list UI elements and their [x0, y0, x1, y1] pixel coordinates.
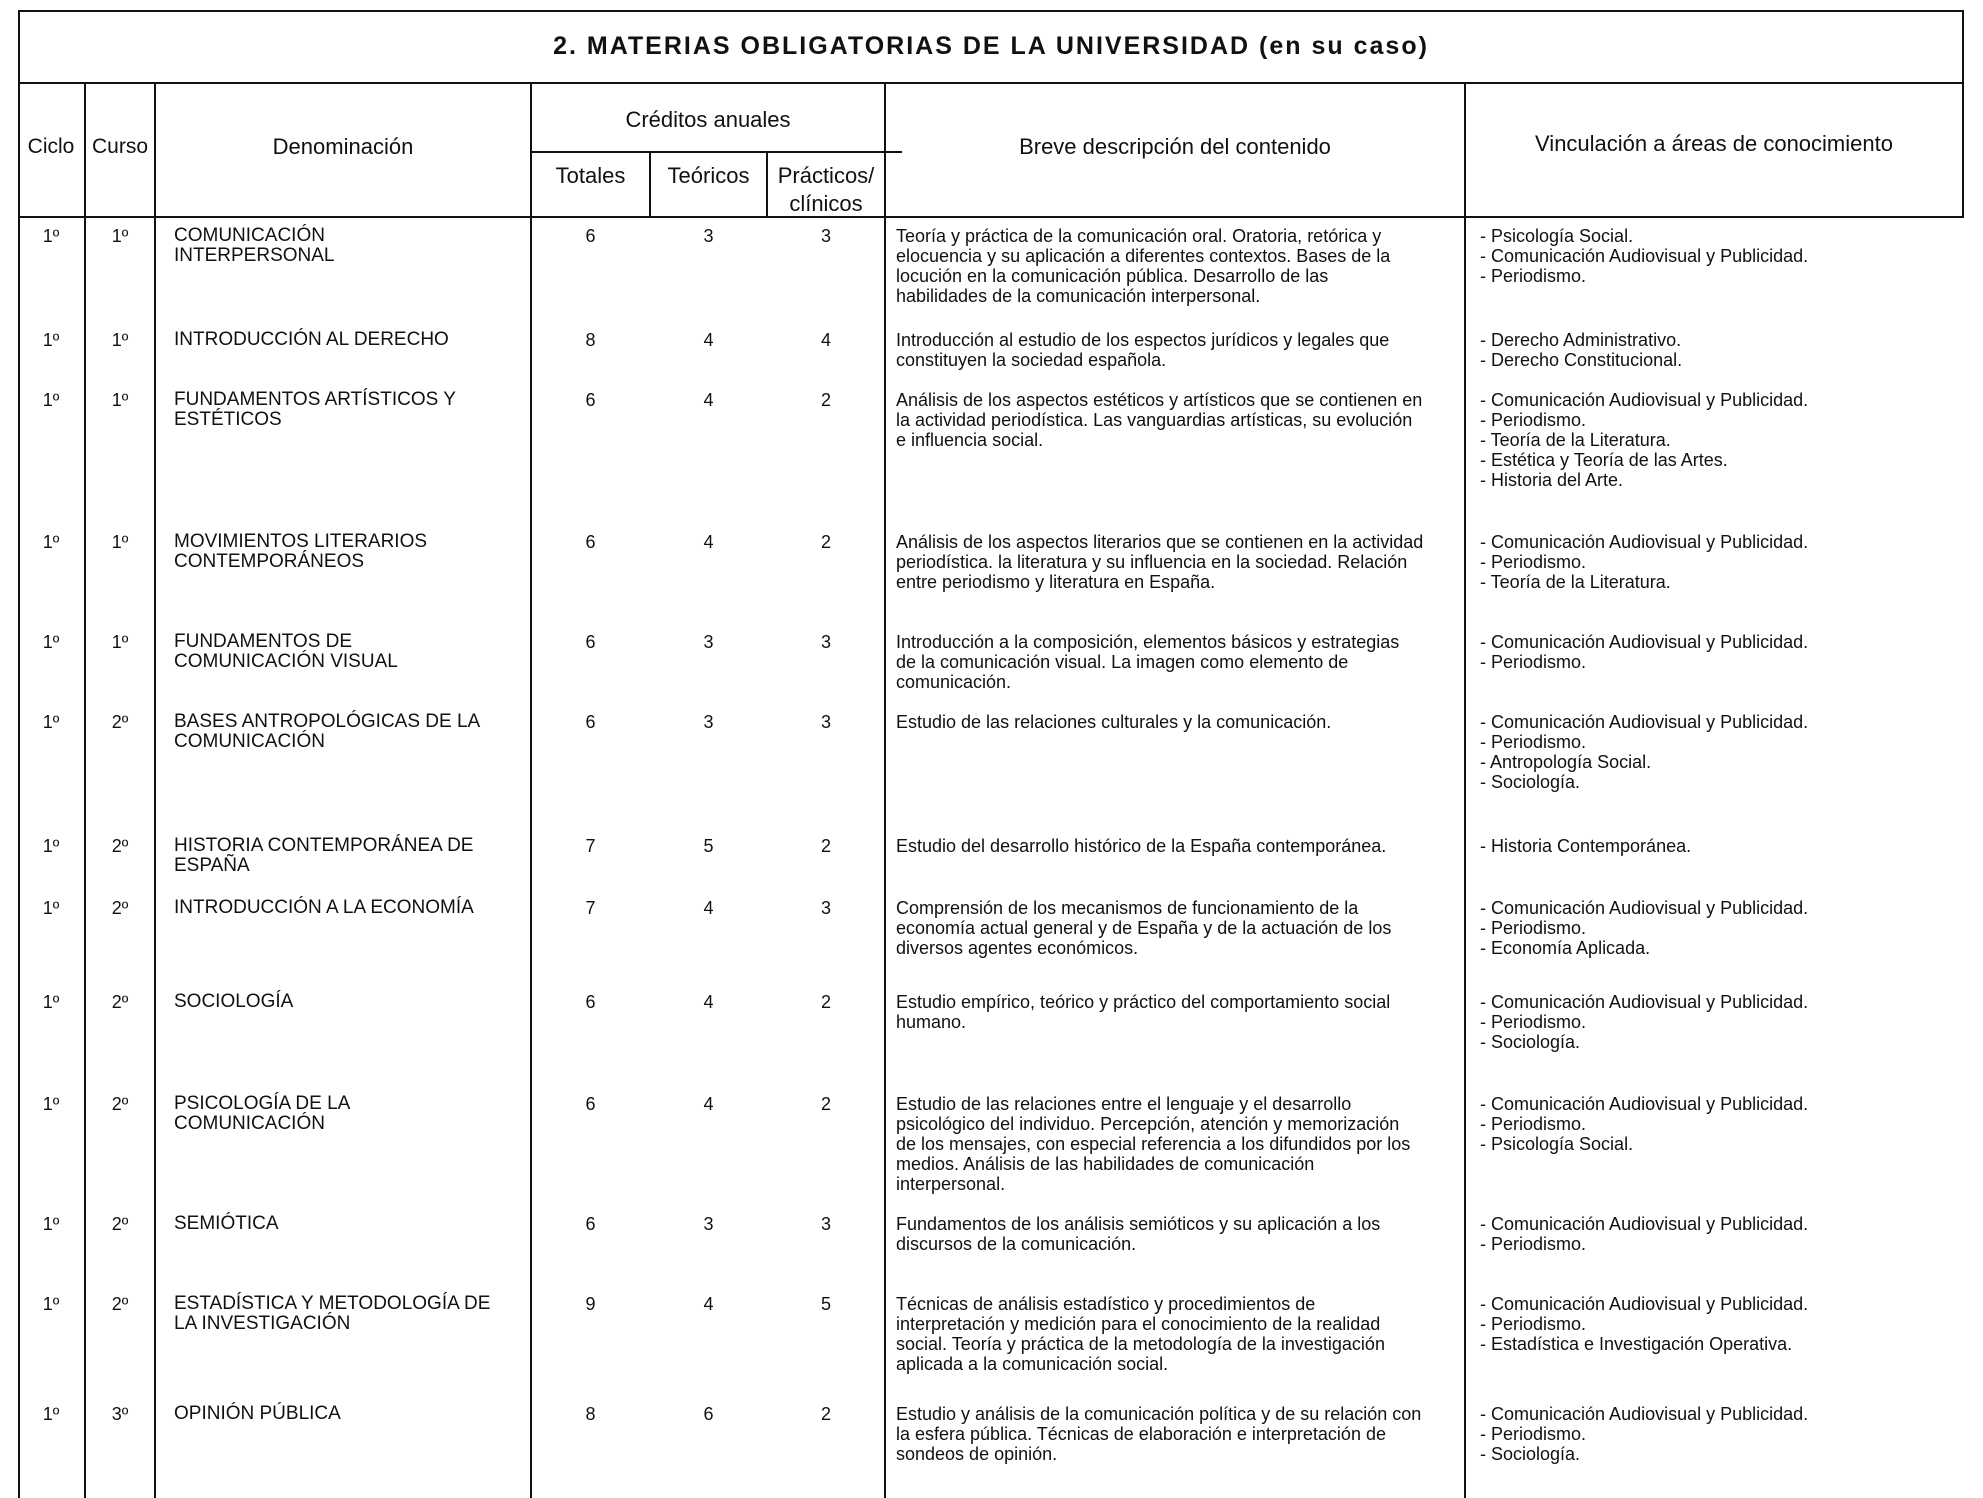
row-ciclo: 1º: [42, 390, 60, 410]
row-creditos-practicos: 2: [820, 390, 831, 410]
descripcion-line: economía actual general y de España y de la actuación de los: [896, 918, 1392, 938]
descripcion-line: Estudio y análisis de la comunicación política y de su relación con: [896, 1404, 1422, 1424]
descripcion-line: discursos de la comunicación.: [896, 1234, 1137, 1254]
descripcion-line: sondeos de opinión.: [896, 1444, 1058, 1464]
row-ciclo: 1º: [42, 1404, 60, 1424]
row-creditos-totales: 7: [585, 898, 596, 918]
area-item: - Periodismo.: [1480, 552, 1587, 572]
area-item: - Periodismo.: [1480, 1234, 1587, 1254]
area-item: - Periodismo.: [1480, 1314, 1587, 1334]
row-areas: [1480, 836, 1960, 856]
row-denominacion: [174, 1214, 530, 1234]
row-creditos-teoricos: 4: [703, 330, 714, 350]
row-creditos-totales: 6: [585, 632, 596, 652]
row-denominacion: [174, 632, 530, 672]
header-curso: Curso: [91, 135, 149, 158]
row-descripcion: [896, 712, 1462, 732]
row-creditos-practicos: 2: [820, 836, 831, 856]
area-item: - Periodismo.: [1480, 652, 1587, 672]
area-item: - Antropología Social.: [1480, 752, 1652, 772]
descripcion-line: elocuencia y su aplicación a diferentes contextos. Bases de la: [896, 246, 1391, 266]
descripcion-line: interpretación y medición para el conocimiento de la realidad: [896, 1314, 1381, 1334]
row-curso: 1º: [111, 390, 129, 410]
area-item: - Comunicación Audiovisual y Publicidad.: [1480, 246, 1809, 266]
descripcion-line: habilidades de la comunicación interpersonal.: [896, 286, 1261, 306]
row-areas: [1480, 532, 1960, 592]
area-item: - Comunicación Audiovisual y Publicidad.: [1480, 390, 1809, 410]
title-divider: [18, 82, 1964, 84]
area-item: - Psicología Social.: [1480, 1134, 1634, 1154]
descripcion-line: periodística. la literatura y su influencia en la sociedad. Relación: [896, 552, 1408, 572]
row-creditos-teoricos: 3: [703, 712, 714, 732]
row-curso: 2º: [111, 898, 129, 918]
top-border: [18, 10, 1964, 12]
area-item: - Comunicación Audiovisual y Publicidad.: [1480, 898, 1809, 918]
row-descripcion: [896, 632, 1462, 692]
area-item: - Teoría de la Literatura.: [1480, 430, 1671, 450]
row-creditos-totales: 7: [585, 836, 596, 856]
row-ciclo: 1º: [42, 632, 60, 652]
row-ciclo: 1º: [42, 836, 60, 856]
row-denominacion: [174, 226, 530, 266]
row-descripcion: [896, 836, 1462, 856]
area-item: - Periodismo.: [1480, 1012, 1587, 1032]
row-creditos-totales: 6: [585, 532, 596, 552]
row-creditos-totales: 6: [585, 992, 596, 1012]
row-denominacion: [174, 898, 530, 918]
row-curso: 2º: [111, 992, 129, 1012]
area-item: - Periodismo.: [1480, 266, 1587, 286]
row-descripcion: [896, 532, 1462, 592]
row-areas: [1480, 632, 1960, 672]
row-denominacion: [174, 330, 530, 350]
descripcion-line: locución en la comunicación pública. Desarrollo de las: [896, 266, 1329, 286]
denominacion-line: INTRODUCCIÓN AL DERECHO: [174, 329, 449, 350]
denominacion-line: CONTEMPORÁNEOS: [174, 551, 365, 572]
row-ciclo: 1º: [42, 532, 60, 552]
area-item: - Periodismo.: [1480, 918, 1587, 938]
denominacion-line: COMUNICACIÓN: [174, 225, 325, 246]
area-item: - Comunicación Audiovisual y Publicidad.: [1480, 1294, 1809, 1314]
descripcion-line: entre periodismo y literatura en España.: [896, 572, 1216, 592]
area-item: - Periodismo.: [1480, 1424, 1587, 1444]
area-item: - Comunicación Audiovisual y Publicidad.: [1480, 532, 1809, 552]
col-sep-curso: [154, 82, 156, 1498]
descripcion-line: de los mensajes, con especial referencia a los difundidos por los: [896, 1134, 1411, 1154]
descripcion-line: Análisis de los aspectos literarios que se contienen en la actividad: [896, 532, 1424, 552]
row-creditos-teoricos: 4: [703, 1094, 714, 1114]
section-title-suffix: (en su caso): [1259, 32, 1429, 60]
header-descripcion: Breve descripción del contenido: [1019, 134, 1331, 159]
row-curso: 1º: [111, 330, 129, 350]
descripcion-line: Fundamentos de los análisis semióticos y su aplicación a los: [896, 1214, 1381, 1234]
denominacion-line: INTRODUCCIÓN A LA ECONOMÍA: [174, 897, 474, 918]
area-item: - Sociología.: [1480, 1032, 1581, 1052]
row-curso: 1º: [111, 632, 129, 652]
row-creditos-practicos: 2: [820, 992, 831, 1012]
descripcion-line: Estudio empírico, teórico y práctico del comportamiento social: [896, 992, 1391, 1012]
area-item: - Comunicación Audiovisual y Publicidad.: [1480, 1094, 1809, 1114]
row-creditos-practicos: 3: [820, 1214, 831, 1234]
descripcion-line: Estudio de las relaciones culturales y la comunicación.: [896, 712, 1332, 732]
row-descripcion: [896, 330, 1462, 370]
descripcion-line: de la comunicación visual. La imagen como elemento de: [896, 652, 1349, 672]
col-sep-creditos: [884, 82, 886, 1498]
area-item: - Estadística e Investigación Operativa.: [1480, 1334, 1793, 1354]
descripcion-line: aplicada a la comunicación social.: [896, 1354, 1169, 1374]
area-item: - Comunicación Audiovisual y Publicidad.: [1480, 712, 1809, 732]
denominacion-line: INTERPERSONAL: [174, 245, 335, 266]
descripcion-line: la actividad periodística. Las vanguardias artísticas, su evolución: [896, 410, 1413, 430]
descripcion-line: Estudio del desarrollo histórico de la España contemporánea.: [896, 836, 1387, 856]
row-creditos-practicos: 3: [820, 226, 831, 246]
row-areas: [1480, 1294, 1960, 1354]
denominacion-line: HISTORIA CONTEMPORÁNEA DE: [174, 835, 474, 856]
header-ciclo: Ciclo: [27, 135, 75, 158]
row-ciclo: 1º: [42, 898, 60, 918]
row-creditos-totales: 8: [585, 330, 596, 350]
denominacion-line: PSICOLOGÍA DE LA: [174, 1093, 351, 1114]
header-practicos-line2: clínicos: [789, 191, 863, 216]
row-creditos-totales: 6: [585, 226, 596, 246]
row-creditos-teoricos: 4: [703, 390, 714, 410]
descripcion-line: Análisis de los aspectos estéticos y artísticos que se contienen en: [896, 390, 1423, 410]
denominacion-line: COMUNICACIÓN: [174, 731, 325, 752]
row-ciclo: 1º: [42, 1094, 60, 1114]
denominacion-line: SEMIÓTICA: [174, 1213, 279, 1234]
header-denominacion: Denominación: [272, 134, 414, 159]
row-creditos-teoricos: 3: [703, 226, 714, 246]
row-denominacion: [174, 836, 530, 876]
area-item: - Sociología.: [1480, 1444, 1581, 1464]
row-areas: [1480, 1404, 1960, 1464]
row-denominacion: [174, 992, 530, 1012]
row-areas: [1480, 712, 1960, 792]
area-item: - Historia Contemporánea.: [1480, 836, 1692, 856]
area-item: - Historia del Arte.: [1480, 470, 1624, 490]
row-creditos-practicos: 5: [820, 1294, 831, 1314]
section-title-main: 2. MATERIAS OBLIGATORIAS DE LA UNIVERSIDAD: [553, 32, 1251, 60]
row-areas: [1480, 1094, 1960, 1154]
header-practicos: [768, 162, 884, 218]
area-item: - Derecho Administrativo.: [1480, 330, 1682, 350]
area-item: - Estética y Teoría de las Artes.: [1480, 450, 1728, 470]
row-creditos-totales: 8: [585, 1404, 596, 1424]
area-item: - Comunicación Audiovisual y Publicidad.: [1480, 1404, 1809, 1424]
row-creditos-teoricos: 4: [703, 898, 714, 918]
area-item: - Periodismo.: [1480, 732, 1587, 752]
header-teoricos: Teóricos: [667, 163, 750, 188]
section-title: [18, 32, 1964, 61]
descripcion-line: medios. Análisis de las habilidades de comunicación: [896, 1154, 1315, 1174]
denominacion-line: OPINIÓN PÚBLICA: [174, 1403, 341, 1424]
row-ciclo: 1º: [42, 992, 60, 1012]
row-ciclo: 1º: [42, 1214, 60, 1234]
descripcion-line: la esfera pública. Técnicas de elaboración e interpretación de: [896, 1424, 1386, 1444]
denominacion-line: ESTADÍSTICA Y METODOLOGÍA DE: [174, 1293, 491, 1314]
row-creditos-teoricos: 4: [703, 1294, 714, 1314]
row-denominacion: [174, 1404, 530, 1424]
row-curso: 2º: [111, 1214, 129, 1234]
descripcion-line: constituyen la sociedad española.: [896, 350, 1167, 370]
denominacion-line: FUNDAMENTOS ARTÍSTICOS Y: [174, 389, 456, 410]
row-creditos-teoricos: 3: [703, 632, 714, 652]
row-curso: 1º: [111, 532, 129, 552]
col-sep-ciclo: [84, 82, 86, 1498]
credits-divider: [530, 151, 902, 153]
row-creditos-totales: 6: [585, 712, 596, 732]
header-creditos: Créditos anuales: [625, 107, 791, 132]
row-creditos-teoricos: 5: [703, 836, 714, 856]
row-creditos-teoricos: 4: [703, 532, 714, 552]
row-ciclo: 1º: [42, 712, 60, 732]
header-totales: Totales: [555, 163, 626, 188]
row-creditos-totales: 6: [585, 1214, 596, 1234]
area-item: - Sociología.: [1480, 772, 1581, 792]
row-areas: [1480, 1214, 1960, 1254]
descripcion-line: Técnicas de análisis estadístico y procedimientos de: [896, 1294, 1316, 1314]
row-denominacion: [174, 712, 530, 752]
row-areas: [1480, 390, 1960, 490]
row-areas: [1480, 330, 1960, 370]
denominacion-line: SOCIOLOGÍA: [174, 991, 294, 1012]
area-item: - Teoría de la Literatura.: [1480, 572, 1671, 592]
row-creditos-practicos: 4: [820, 330, 831, 350]
descripcion-line: comunicación.: [896, 672, 1012, 692]
row-descripcion: [896, 1294, 1462, 1374]
denominacion-line: LA INVESTIGACIÓN: [174, 1313, 351, 1334]
row-curso: 2º: [111, 1094, 129, 1114]
row-curso: 3º: [111, 1404, 129, 1424]
row-creditos-practicos: 2: [820, 1404, 831, 1424]
area-item: - Derecho Constitucional.: [1480, 350, 1683, 370]
row-ciclo: 1º: [42, 226, 60, 246]
denominacion-line: BASES ANTROPOLÓGICAS DE LA: [174, 711, 481, 732]
row-ciclo: 1º: [42, 330, 60, 350]
row-creditos-totales: 6: [585, 1094, 596, 1114]
row-creditos-practicos: 3: [820, 898, 831, 918]
row-curso: 2º: [111, 712, 129, 732]
area-item: - Periodismo.: [1480, 410, 1587, 430]
document-page: [18, 10, 1964, 1498]
area-item: - Periodismo.: [1480, 1114, 1587, 1134]
header-practicos-line1: Prácticos/: [777, 163, 875, 188]
row-creditos-practicos: 3: [820, 632, 831, 652]
row-areas: [1480, 992, 1960, 1052]
row-denominacion: [174, 1294, 530, 1334]
area-item: - Economía Aplicada.: [1480, 938, 1651, 958]
row-creditos-teoricos: 3: [703, 1214, 714, 1234]
row-creditos-practicos: 3: [820, 712, 831, 732]
denominacion-line: MOVIMIENTOS LITERARIOS: [174, 531, 428, 552]
area-item: - Psicología Social.: [1480, 226, 1634, 246]
descripcion-line: e influencia social.: [896, 430, 1044, 450]
row-creditos-teoricos: 6: [703, 1404, 714, 1424]
denominacion-line: FUNDAMENTOS DE: [174, 631, 353, 652]
row-areas: [1480, 226, 1960, 286]
row-descripcion: [896, 898, 1462, 958]
denominacion-line: ESTÉTICOS: [174, 409, 282, 430]
row-denominacion: [174, 390, 530, 430]
descripcion-line: social. Teoría y práctica de la metodología de la investigación: [896, 1334, 1385, 1354]
area-item: - Comunicación Audiovisual y Publicidad.: [1480, 992, 1809, 1012]
row-creditos-practicos: 2: [820, 1094, 831, 1114]
row-creditos-totales: 9: [585, 1294, 596, 1314]
col-sep-descripcion: [1464, 82, 1466, 1498]
descripcion-line: psicológico del individuo. Percepción, atención y memorización: [896, 1114, 1400, 1134]
area-item: - Comunicación Audiovisual y Publicidad.: [1480, 1214, 1809, 1234]
row-curso: 2º: [111, 1294, 129, 1314]
descripcion-line: Teoría y práctica de la comunicación oral. Oratoria, retórica y: [896, 226, 1382, 246]
denominacion-line: ESPAÑA: [174, 855, 250, 876]
header-vinculacion: Vinculación a áreas de conocimiento: [1535, 131, 1893, 156]
col-sep-denominacion: [530, 82, 532, 1498]
descripcion-line: diversos agentes económicos.: [896, 938, 1139, 958]
descripcion-line: Comprensión de los mecanismos de funcionamiento de la: [896, 898, 1359, 918]
area-item: - Comunicación Audiovisual y Publicidad.: [1480, 632, 1809, 652]
row-descripcion: [896, 992, 1462, 1032]
row-descripcion: [896, 1404, 1462, 1464]
row-curso: 2º: [111, 836, 129, 856]
denominacion-line: COMUNICACIÓN: [174, 1113, 325, 1134]
row-creditos-practicos: 2: [820, 532, 831, 552]
row-denominacion: [174, 1094, 530, 1134]
descripcion-line: Introducción a la composición, elementos básicos y estrategias: [896, 632, 1400, 652]
descripcion-line: Introducción al estudio de los espectos jurídicos y legales que: [896, 330, 1390, 350]
header-divider: [18, 216, 1964, 218]
descripcion-line: interpersonal.: [896, 1174, 1006, 1194]
row-areas: [1480, 898, 1960, 958]
row-ciclo: 1º: [42, 1294, 60, 1314]
row-descripcion: [896, 1094, 1462, 1194]
row-descripcion: [896, 390, 1462, 450]
row-descripcion: [896, 226, 1462, 306]
row-descripcion: [896, 1214, 1462, 1254]
row-denominacion: [174, 532, 530, 572]
descripcion-line: Estudio de las relaciones entre el lenguaje y el desarrollo: [896, 1094, 1352, 1114]
row-curso: 1º: [111, 226, 129, 246]
denominacion-line: COMUNICACIÓN VISUAL: [174, 651, 398, 672]
row-creditos-totales: 6: [585, 390, 596, 410]
row-creditos-teoricos: 4: [703, 992, 714, 1012]
descripcion-line: humano.: [896, 1012, 967, 1032]
